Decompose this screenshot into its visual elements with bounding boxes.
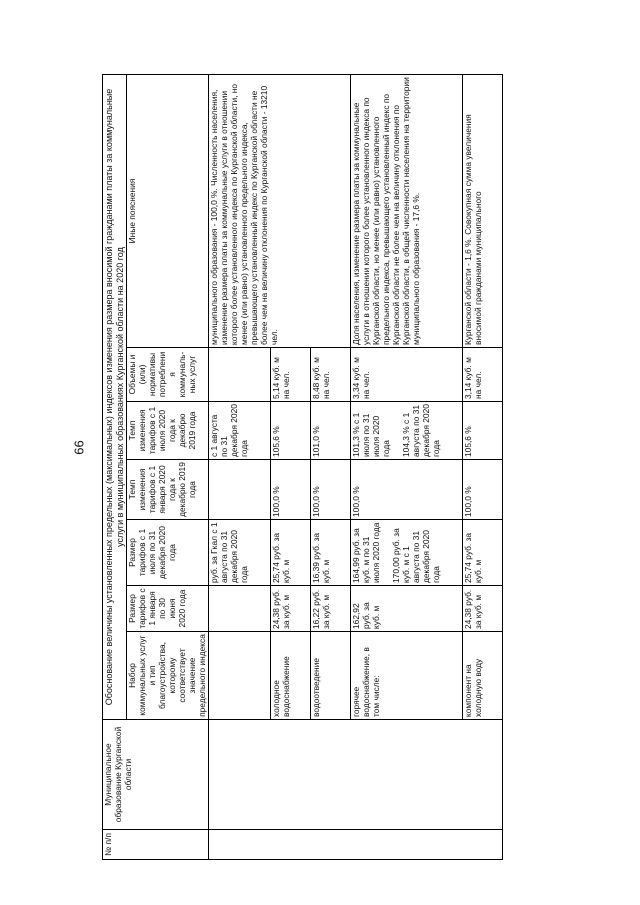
header-size-1: Размер тарифов с 1 января по 30 июня 2020 года (127, 586, 209, 632)
size1-cell: 24,38 руб. за куб. м (271, 586, 311, 632)
size1-cell (209, 586, 271, 632)
header-volume: Объемы и (или) нормативы потребления коммуналь-ных услуг (127, 348, 209, 402)
size2-cell: руб. за Гкал с 1 августа по 31 декабря 2020 года (209, 520, 271, 586)
service-cell: холодное водоснабжение (271, 632, 311, 720)
rate1-cell: 100,0 % (271, 460, 311, 520)
volume-cell: 3,34 куб. м на чел. (351, 348, 463, 402)
header-row-title (103, 75, 127, 860)
header-rate-1: Темп изменения тарифов с 1 января 2020 года к декабрю 2019 года (127, 460, 209, 520)
rate2-cell: 105,6 % (463, 402, 503, 460)
rate1-cell (209, 460, 271, 520)
header-service-set: Набор коммунальных услуг и тип благоустройства, которому соответствует значение предельного индекса (127, 632, 209, 720)
header-num: № п/п (103, 830, 209, 860)
size1-cell: 162,92 руб. за куб. м (351, 586, 463, 632)
service-cell: горячее водоснабжение, в том числе: (351, 632, 463, 720)
notes-cell: Доля населения, изменение размера платы за коммунальные услуги в отношении которого более установленного индекса по Курганской области, но менее (или равно) установленного предельного индекса, превышающего установленный индекс по Курганской области не более чем на величину отклонения по Курганской области, в общей численности населения на территории муниципального образования - 17,6 %. (351, 75, 463, 348)
service-cell: водоотведение (311, 632, 351, 720)
page-number: 66 (71, 440, 87, 455)
size2-cell: 16,39 руб. за куб. м (311, 520, 351, 586)
main-title: Обоснование величины установленных предельных (максимальных) индексов изменения размера вносимой гражданами платы за коммунальные услуги в муниципальных образованиях Курганской области на 2020 год (103, 75, 127, 720)
rate2-cell: 101,0 % (311, 402, 351, 460)
rate1-cell: 100,0 % (463, 460, 503, 520)
volume-cell: 8,48 куб. м на чел. (311, 348, 351, 402)
rate2-cell: 105,6 % (271, 402, 311, 460)
municipality-cell (209, 720, 503, 830)
notes-cell: Курганской области - 1,6 %. Совокупная сумма увеличения вносимой гражданами муниципального (463, 75, 503, 348)
volume-cell: 3,14 куб. м на чел. (463, 348, 503, 402)
size2-cell: 164,99 руб. за куб. м по 31 июля 2020 года 170,00 руб. за куб. м с 1 августа по 31 декабря 2020 года (351, 520, 463, 586)
rate2-cell: с 1 августа по 31 декабря 2020 года (209, 402, 271, 460)
size2-cell: 25,74 руб. за куб. м (463, 520, 503, 586)
service-cell (209, 632, 271, 720)
service-cell: компонент на холодную воду (463, 632, 503, 720)
rate1-cell: 100,0 % (351, 460, 463, 520)
header-municipality: Муниципальное образование Курганской области (103, 720, 209, 830)
volume-cell (209, 348, 271, 402)
size2-cell: 25,74 руб. за куб. м (271, 520, 311, 586)
size1-cell: 16,22 руб. за куб. м (311, 586, 351, 632)
table-row (209, 75, 271, 860)
rotated-table-container (102, 75, 637, 860)
rate1-cell: 100,0 % (311, 460, 351, 520)
header-rate-2: Темп изменения тарифов с 1 июля 2020 года к декабрю 2019 года (127, 402, 209, 460)
justification-table (102, 74, 503, 860)
volume-cell: 5,14 куб. м на чел. (271, 348, 311, 402)
num-cell (209, 830, 503, 860)
rate2-cell: 101,3 % с 1 июля по 31 июля 2020 года 104,3 % с 1 августа по 31 декабря 2020 года (351, 402, 463, 460)
header-size-2: Размер тарифов с 1 июля по 31 декабря 2020 года (127, 520, 209, 586)
notes-cell: муниципального образования - 100,0 %. Численность населения, изменение размера платы за коммунальные услуги в отношении которого более установленного индекса по Курганской области, но менее (или равно) установленного предельного индекса, превышающего установленный индекс по Курганской области не более чем на величину отклонения по Курганской области - 13210 чел. (209, 75, 351, 348)
header-notes: Иные пояснения (127, 75, 209, 348)
size1-cell: 24,38 руб. за куб. м (463, 586, 503, 632)
